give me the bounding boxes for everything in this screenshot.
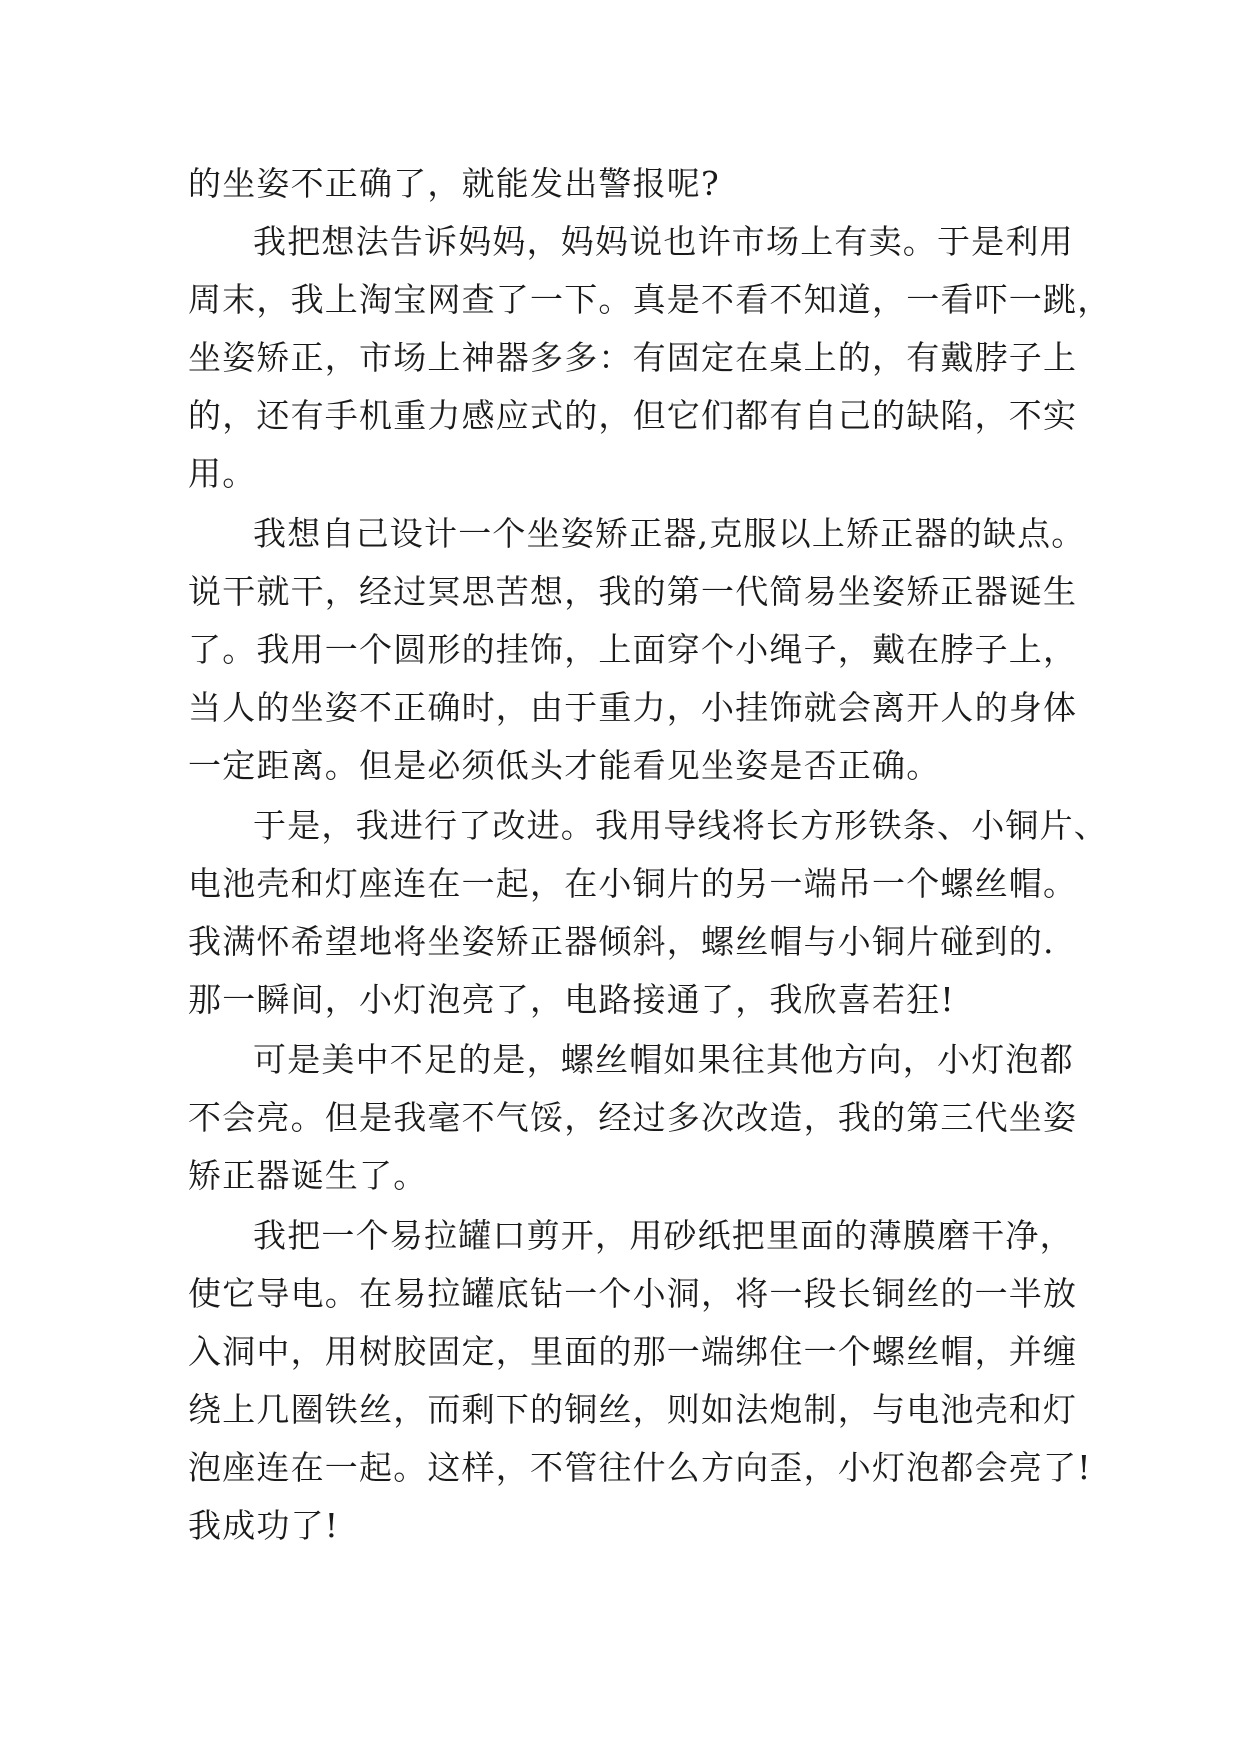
text-line: 使它导电。在易拉罐底钻一个小洞，将一段长铜丝的一半放 <box>188 1274 1078 1313</box>
text-line: 说干就干，经过冥思苦想，我的第一代简易坐姿矫正器诞生 <box>188 572 1078 611</box>
text-line: 于是，我进行了改进。我用导线将长方形铁条、小铜片、 <box>253 806 1108 845</box>
text-line: 我把想法告诉妈妈，妈妈说也许市场上有卖。于是利用 <box>253 222 1074 261</box>
text-line: 一定距离。但是必须低头才能看见坐姿是否正确。 <box>188 746 941 785</box>
text-line: 入洞中，用树胶固定，里面的那一端绑住一个螺丝帽，并缠 <box>188 1332 1078 1371</box>
text-line: 矫正器诞生了。 <box>188 1156 428 1195</box>
text-line: 的坐姿不正确了，就能发出警报呢? <box>188 164 720 203</box>
text-line: 我把一个易拉罐口剪开，用砂纸把里面的薄膜磨干净， <box>253 1216 1074 1255</box>
text-line: 了。我用一个圆形的挂饰，上面穿个小绳子，戴在脖子上， <box>188 630 1078 669</box>
text-line: 坐姿矫正，市场上神器多多：有固定在桌上的，有戴脖子上 <box>188 338 1078 377</box>
text-line: 我想自己设计一个坐姿矫正器,克服以上矫正器的缺点。 <box>253 514 1086 553</box>
text-line: 电池壳和灯座连在一起，在小铜片的另一端吊一个螺丝帽。 <box>188 864 1078 903</box>
text-line: 绕上几圈铁丝，而剩下的铜丝，则如法炮制，与电池壳和灯 <box>188 1390 1078 1429</box>
text-line: 当人的坐姿不正确时，由于重力，小挂饰就会离开人的身体 <box>188 688 1078 727</box>
text-line: 我满怀希望地将坐姿矫正器倾斜，螺丝帽与小铜片碰到的. <box>188 922 1055 961</box>
text-line: 周末，我上淘宝网查了一下。真是不看不知道，一看吓一跳， <box>188 280 1112 319</box>
text-line: 用。 <box>188 454 257 493</box>
text-line: 的，还有手机重力感应式的，但它们都有自己的缺陷，不实 <box>188 396 1078 435</box>
text-line: 那一瞬间，小灯泡亮了，电路接通了，我欣喜若狂! <box>188 980 955 1019</box>
text-line: 可是美中不足的是，螺丝帽如果往其他方向，小灯泡都 <box>253 1040 1074 1079</box>
text-line: 泡座连在一起。这样，不管往什么方向歪，小灯泡都会亮了! <box>188 1448 1092 1487</box>
text-line: 我成功了! <box>188 1506 340 1545</box>
text-line: 不会亮。但是我毫不气馁，经过多次改造，我的第三代坐姿 <box>188 1098 1078 1137</box>
